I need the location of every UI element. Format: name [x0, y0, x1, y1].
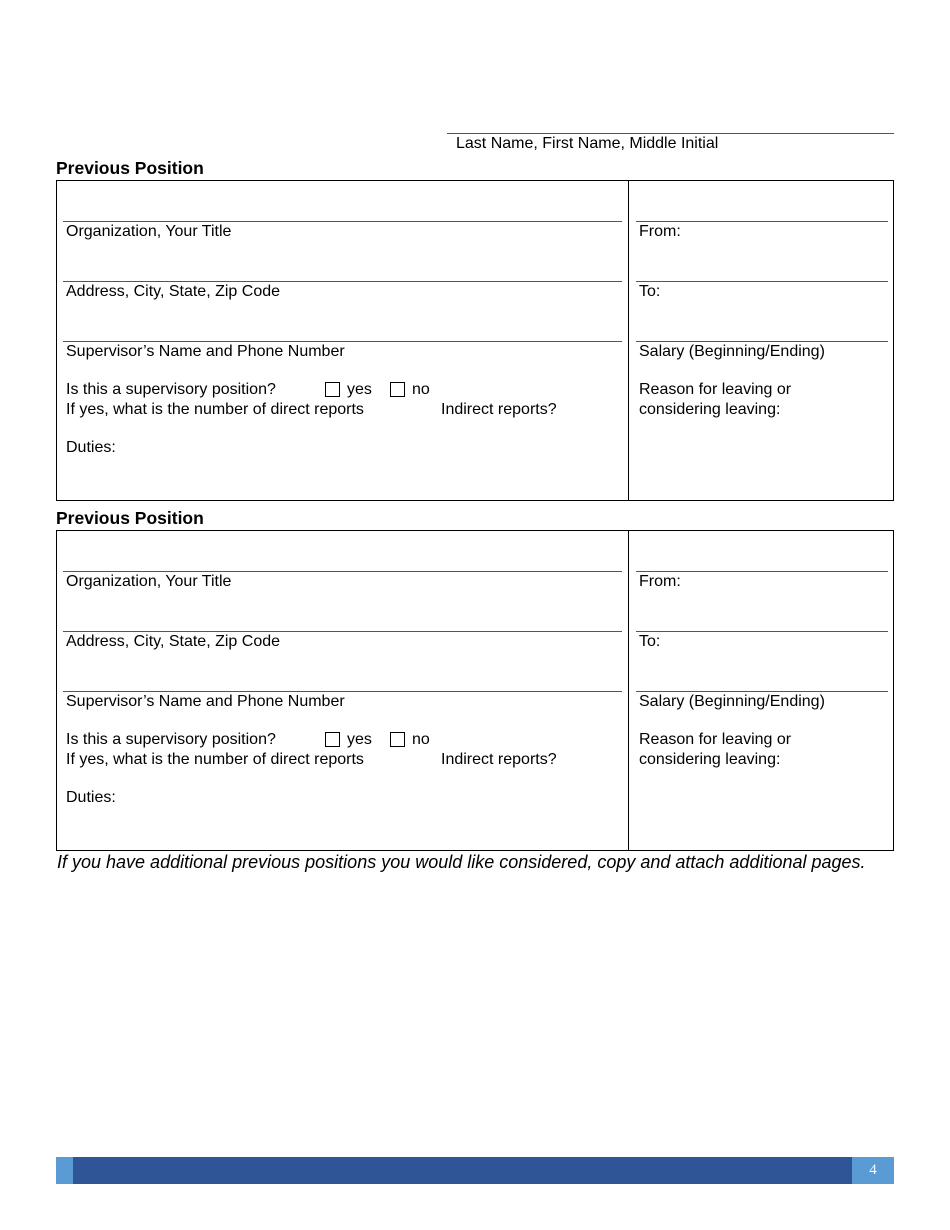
- to-line[interactable]: [636, 281, 888, 282]
- address-label: Address, City, State, Zip Code: [66, 633, 281, 650]
- yes-checkbox[interactable]: [325, 382, 340, 397]
- supervisor-label: Supervisor’s Name and Phone Number: [66, 693, 345, 710]
- name-signature-line[interactable]: [447, 133, 894, 134]
- yes-checkbox[interactable]: [325, 732, 340, 747]
- org-title-label: Organization, Your Title: [66, 573, 232, 590]
- from-label: From:: [639, 573, 681, 590]
- supervisor-label: Supervisor’s Name and Phone Number: [66, 343, 345, 360]
- address-label: Address, City, State, Zip Code: [66, 283, 281, 300]
- direct-reports-label: If yes, what is the number of direct reports: [66, 751, 364, 768]
- salary-label: Salary (Beginning/Ending): [639, 693, 825, 710]
- to-line[interactable]: [636, 631, 888, 632]
- column-divider: [628, 531, 629, 850]
- from-label: From:: [639, 223, 681, 240]
- yes-label: yes: [347, 381, 372, 398]
- section-title: Previous Position: [56, 508, 204, 528]
- salary-label: Salary (Beginning/Ending): [639, 343, 825, 360]
- org-title-label: Organization, Your Title: [66, 223, 232, 240]
- column-divider: [628, 181, 629, 500]
- footer-bar: [56, 1157, 894, 1184]
- no-label: no: [412, 381, 430, 398]
- additional-pages-note: If you have additional previous positions you would like considered, copy and attach additional pages.: [57, 852, 866, 872]
- no-checkbox[interactable]: [390, 382, 405, 397]
- direct-reports-label: If yes, what is the number of direct reports: [66, 401, 364, 418]
- to-label: To:: [639, 283, 661, 300]
- duties-label: Duties:: [66, 439, 116, 456]
- supervisory-question: Is this a supervisory position?: [66, 381, 276, 398]
- name-caption: Last Name, First Name, Middle Initial: [456, 135, 719, 152]
- page-number: 4: [852, 1157, 894, 1184]
- yes-label: yes: [347, 731, 372, 748]
- reason-label-line1: Reason for leaving or: [639, 381, 792, 398]
- to-label: To:: [639, 633, 661, 650]
- indirect-reports-label: Indirect reports?: [441, 751, 557, 768]
- footer-accent: [56, 1157, 73, 1184]
- reason-label-line1: Reason for leaving or: [639, 731, 792, 748]
- position-box: [56, 530, 894, 851]
- duties-label: Duties:: [66, 789, 116, 806]
- reason-label-line2: considering leaving:: [639, 401, 781, 418]
- reason-label-line2: considering leaving:: [639, 751, 781, 768]
- indirect-reports-label: Indirect reports?: [441, 401, 557, 418]
- section-title: Previous Position: [56, 158, 204, 178]
- position-box: [56, 180, 894, 501]
- supervisory-question: Is this a supervisory position?: [66, 731, 276, 748]
- no-label: no: [412, 731, 430, 748]
- no-checkbox[interactable]: [390, 732, 405, 747]
